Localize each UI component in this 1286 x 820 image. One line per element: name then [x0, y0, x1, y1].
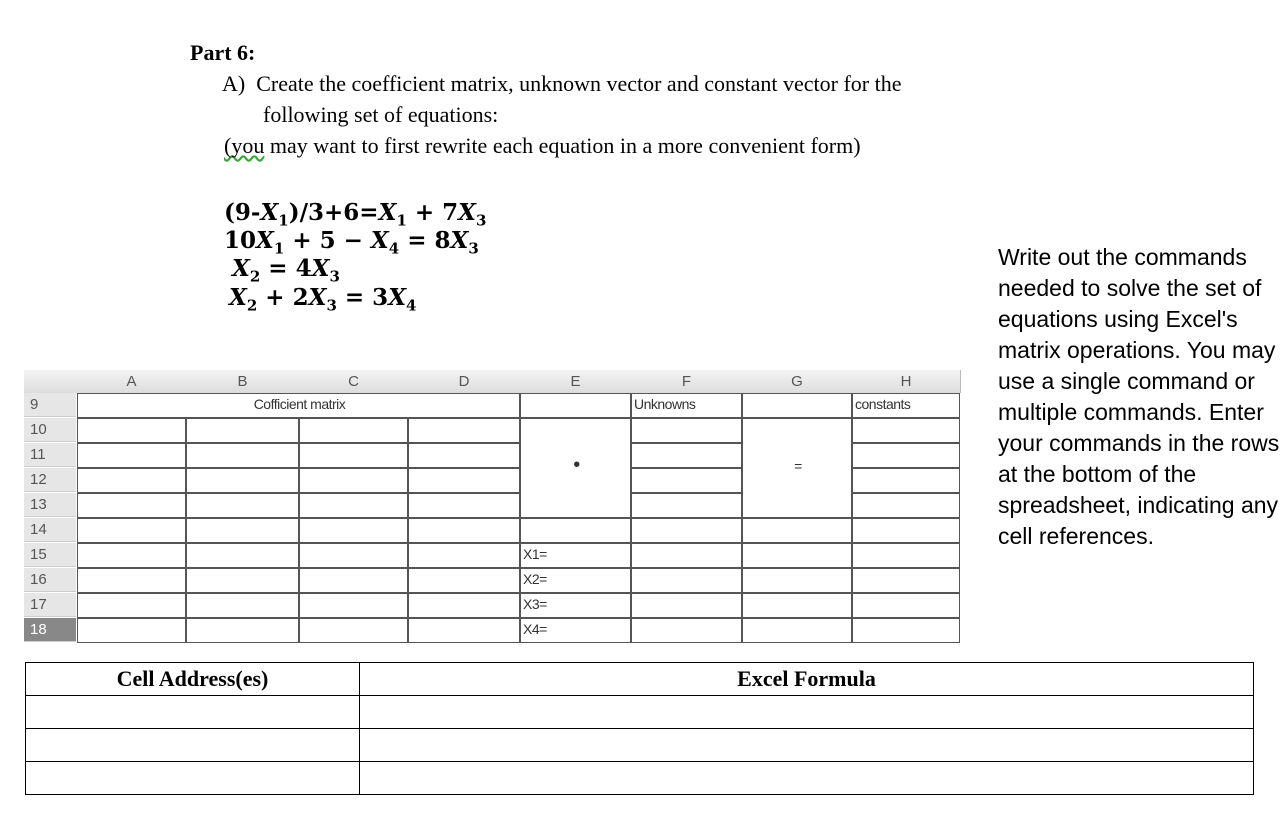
spellcheck-word: (you: [224, 133, 265, 158]
table-row: [26, 729, 1254, 762]
cell: [742, 393, 852, 418]
formula-input[interactable]: [360, 696, 1254, 729]
equation-3: $X_2 = 4X_3$: [232, 255, 340, 286]
cell: [77, 543, 186, 568]
cell: [631, 593, 742, 618]
row-header: 17: [24, 593, 76, 617]
cell: [742, 543, 852, 568]
row-header: 14: [24, 518, 76, 542]
constant-cell: [852, 468, 960, 493]
cell: [408, 593, 520, 618]
cell: [852, 568, 960, 593]
matrix-cell: [186, 493, 299, 518]
cell: [186, 618, 299, 643]
matrix-cell: [77, 418, 186, 443]
coefficient-matrix-label: Cofficient matrix: [77, 393, 520, 418]
equation-1: $(9-X_1)/3+6=X_1 + 7X_3$: [224, 199, 487, 230]
cell: [186, 568, 299, 593]
corner-header: [24, 370, 78, 393]
spreadsheet-image: [24, 370, 960, 646]
cell: [520, 393, 631, 418]
table-header-row: [26, 663, 1254, 696]
cell: [77, 518, 186, 543]
row-header: 13: [24, 493, 76, 517]
column-header: D: [408, 370, 521, 393]
matrix-cell: [77, 468, 186, 493]
question-hint: may want to first rewrite each equation in a more convenient form): [264, 133, 861, 158]
matrix-cell: [186, 468, 299, 493]
row-header: 12: [24, 468, 76, 492]
row-header: 16: [24, 568, 76, 592]
cell: [852, 518, 960, 543]
matrix-cell: [408, 468, 520, 493]
unknowns-label: Unknowns: [631, 393, 742, 418]
constant-cell: [852, 418, 960, 443]
cell: [631, 618, 742, 643]
equation-4: $X_2 + 2X_3 = 3X_4$: [229, 284, 417, 315]
address-input[interactable]: [26, 762, 360, 795]
matrix-cell: [186, 443, 299, 468]
address-input[interactable]: [26, 696, 360, 729]
matrix-cell: [299, 418, 408, 443]
cell: [299, 518, 408, 543]
cell: [299, 593, 408, 618]
x-label: X2=: [520, 568, 631, 593]
instructions: Write out the commands needed to solve the set of equations using Excel's matrix operations. You may use a single command or multiple commands. Enter your commands in the rows at the bottom of the spreadsheet, indicating any cell references.: [998, 244, 1280, 549]
unknown-cell: [631, 468, 742, 493]
cell: [631, 518, 742, 543]
cell: [742, 568, 852, 593]
constants-label: constants: [852, 393, 960, 418]
cell: [852, 618, 960, 643]
matrix-cell: [299, 493, 408, 518]
unknown-cell: [631, 493, 742, 518]
row-header: 10: [24, 418, 76, 442]
matrix-cell: [77, 443, 186, 468]
column-header: A: [77, 370, 187, 393]
cell: [742, 518, 852, 543]
cell: [186, 543, 299, 568]
cell: [408, 568, 520, 593]
cell: [742, 593, 852, 618]
equals-operator: =: [742, 418, 852, 518]
cell: [299, 543, 408, 568]
part-title: Part 6:: [190, 40, 256, 65]
cell: [77, 618, 186, 643]
x-label: X4=: [520, 618, 631, 643]
cell: [408, 618, 520, 643]
column-header: E: [520, 370, 632, 393]
column-header: C: [299, 370, 409, 393]
matrix-cell: [408, 443, 520, 468]
question-label: A): [222, 71, 246, 96]
cell: [742, 618, 852, 643]
row-header: 18: [24, 618, 76, 642]
cell: [408, 518, 520, 543]
cell: [631, 543, 742, 568]
matrix-cell: [408, 493, 520, 518]
header-cell-address: Cell Address(es): [26, 663, 360, 696]
row-header: 9: [24, 393, 76, 417]
cell: [299, 568, 408, 593]
answer-table: [25, 662, 1254, 795]
column-header: G: [742, 370, 853, 393]
cell: [186, 593, 299, 618]
row-header: 15: [24, 543, 76, 567]
column-header: B: [186, 370, 300, 393]
question-line1: [222, 68, 902, 99]
cell: [520, 518, 631, 543]
table-row: [26, 762, 1254, 795]
formula-input[interactable]: [360, 729, 1254, 762]
unknown-cell: [631, 443, 742, 468]
constant-cell: [852, 493, 960, 518]
question-line2: following set of equations:: [263, 102, 499, 127]
question-line3: [224, 130, 861, 161]
cell: [77, 568, 186, 593]
cell: [186, 518, 299, 543]
unknown-cell: [631, 418, 742, 443]
cell: [852, 543, 960, 568]
formula-input[interactable]: [360, 762, 1254, 795]
matrix-cell: [299, 468, 408, 493]
matrix-cell: [77, 493, 186, 518]
cell: [77, 593, 186, 618]
cell: [631, 568, 742, 593]
header-excel-formula: Excel Formula: [360, 663, 1254, 696]
cell: [852, 593, 960, 618]
x-label: X3=: [520, 593, 631, 618]
equation-2: $10X_1 + 5 - X_4 = 8X_3$: [224, 227, 479, 258]
address-input[interactable]: [26, 729, 360, 762]
table-row: [26, 696, 1254, 729]
matrix-cell: [186, 418, 299, 443]
cell: [299, 618, 408, 643]
cell: [408, 543, 520, 568]
matrix-cell: [408, 418, 520, 443]
row-header: 11: [24, 443, 76, 467]
question-text: Create the coefficient matrix, unknown vector and constant vector for the: [256, 71, 902, 96]
dot-operator: •: [520, 418, 631, 518]
column-header: H: [852, 370, 961, 393]
column-header: F: [631, 370, 743, 393]
x-label: X1=: [520, 543, 631, 568]
constant-cell: [852, 443, 960, 468]
matrix-cell: [299, 443, 408, 468]
